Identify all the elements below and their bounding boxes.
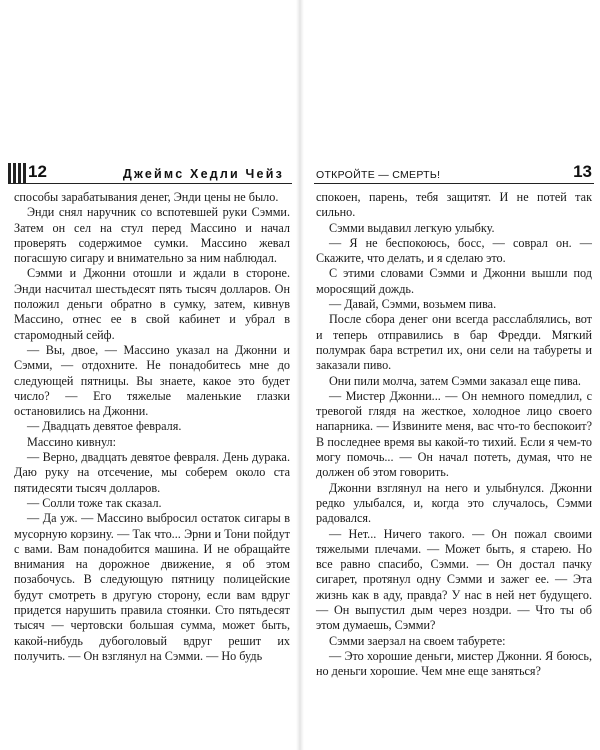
paragraph: Сэмми и Джонни отошли и ждали в стороне. Энди насчитал шестьдесят пять тысяч долларов. Он положил деньги обратно в сумку, затем, кивнув Массино, отнес ее в свой кабинет и убрал в старомодный сейф. [14,266,290,342]
paragraph: — Вы, двое, — Массино указал на Джонни и Сэмми, — отдохните. Не понадобитесь мне до следующей пятницы. Вы знаете, какое это будет число? — Его тяжелые маленькие глазки остановились на Джонни. [14,342,290,419]
paragraph: — Солли тоже так сказал. [27,495,162,510]
left-page-header [8,160,292,184]
page-number: 12 [28,162,47,181]
paragraph: — Да уж. — Массино выбросил остаток сигары в мусорную корзину. — Так что... Эрни и Тони пойдут с вами. Вам понадобится машина. И не обращайте внимания на дорожное движение, я об этом позабочусь. В следующую пятницу полицейские будут смотреть в другую сторону, если вам вдруг придется нарушить правила стоянки. Сто пятьдесят тысяч — чертовски большая сумма, может быть, какой-нибудь дубоголовый вдруг решит их получить. — Он взглянул на Сэмми. — Но будь [14,511,290,663]
page-number: 13 [573,162,592,181]
paragraph: — Нет... Ничего такого. — Он пожал своими тяжелыми плечами. — Может быть, я старею. Но все равно спасибо, Сэмми. — Он достал пачку сигарет, протянул одну Сэмми и зажег ее. — Эта жизнь как в аду, правда? У нас в ней нет будущего. — Он выпустил дым через ноздри. — Что ты об этом думаешь, Сэмми? [316,526,592,633]
right-page-text [316,190,592,680]
right-page [300,0,600,750]
right-page-header [314,160,594,184]
running-head-title: ОТКРОЙТЕ — СМЕРТЬ! [316,169,441,181]
paragraph: способы зарабатывания денег, Энди цены не было. [14,190,279,204]
paragraph: После сбора денег они всегда расслаблялись, вот и теперь отправились в бар Фредди. Мягкий полумрак бара встретил их, они сели на табуреты и заказали пиво. [316,312,592,373]
paragraph: Они пили молча, затем Сэмми заказал еще пива. [329,373,581,388]
paragraph: — Давай, Сэмми, возьмем пива. [329,297,497,312]
paragraph: Джонни взглянул на него и улыбнулся. Джонни редко улыбался, и, когда это случалось, Сэмми радовался. [316,480,592,526]
paragraph: — Я не беспокоюсь, босс, — соврал он. — Скажите, что делать, и я сделаю это. [316,235,592,266]
bars-ornament-icon [8,163,26,183]
running-head-author: Джеймс Хедли Чейз [122,167,284,181]
paragraph: спокоен, парень, тебя защитят. И не потей так сильно. [316,190,592,220]
left-page-text [14,190,290,664]
paragraph: Энди снял наручник со вспотевшей руки Сэмми. Затем он сел на стул перед Массино и начал проверять содержимое сумки. Массино жевал погасшую сигару и внимательно за ним наблюдал. [14,205,290,266]
paragraph: Массино кивнул: [27,434,116,449]
paragraph: — Мистер Джонни... — Он немного помедлил, с тревогой глядя на жесткое, холодное лицо своего напарника. — Извините меня, вас что-то беспокоит? В последнее время вы какой-то тихий. Если я чем-то могу помочь... — Он начал потеть, думая, что не должен об этом говорить. [316,388,592,480]
paragraph: Сэмми заерзал на своем табурете: [329,633,506,648]
paragraph: — Двадцать девятое февраля. [27,419,182,434]
paragraph: С этими словами Сэмми и Джонни вышли под моросящий дождь. [316,266,592,296]
paragraph: — Это хорошие деньги, мистер Джонни. Я боюсь, но деньги хорошие. Чем мне еще заняться? [316,648,592,679]
paragraph: Сэмми выдавил легкую улыбку. [329,220,495,235]
header-rule [314,183,594,184]
header-rule [8,183,292,184]
paragraph: — Верно, двадцать девятое февраля. День дурака. Даю руку на отсечение, мы соберем около ста пятидесяти тысяч долларов. [14,450,290,495]
